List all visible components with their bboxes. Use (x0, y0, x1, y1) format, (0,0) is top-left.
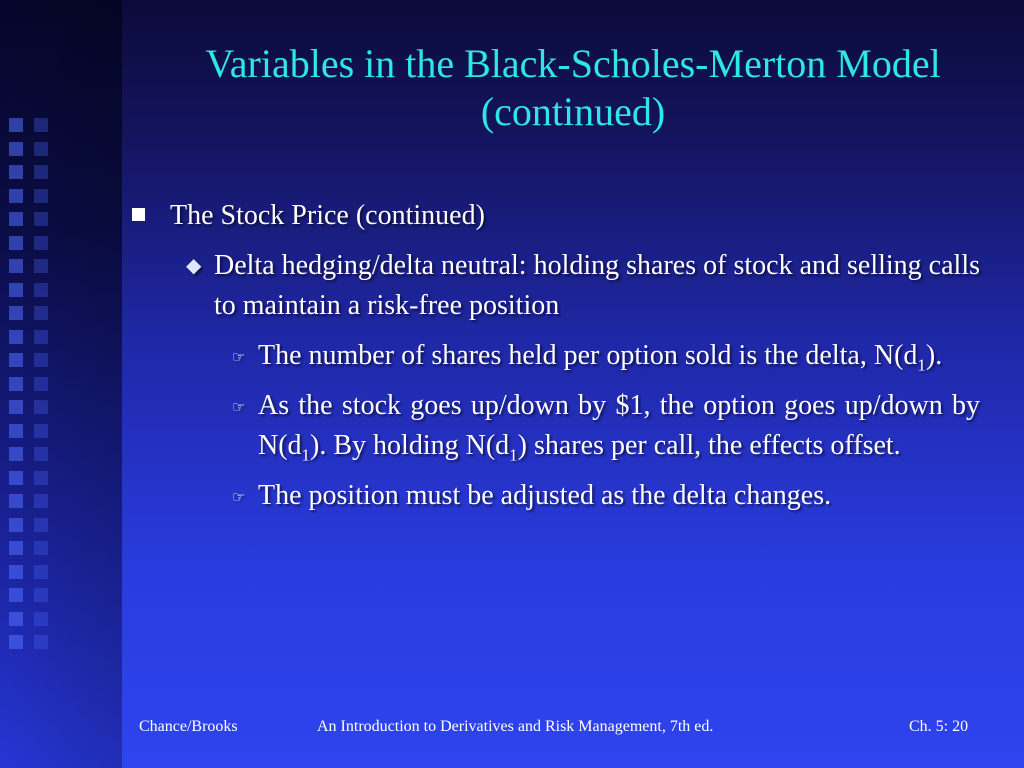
bullet-5-text: The position must be adjusted as the delta changes. (258, 480, 832, 511)
bullet-level-2-text: Delta hedging/delta neutral: holding shares of stock and selling calls to maintain a risk-free position (214, 250, 980, 321)
bullet-4-text-c: ) shares per call, the effects offset. (517, 430, 901, 461)
bullet-3-text-a: The number of shares held per option sold is the delta, N(d (258, 340, 918, 371)
footer-author: Chance/Brooks (139, 718, 238, 735)
pointing-hand-bullet-icon: ☞ (232, 350, 246, 366)
slide-title (122, 40, 1024, 136)
diamond-bullet-icon: ◆ (186, 255, 202, 277)
bullet-level-3-item-3 (232, 476, 980, 516)
slide-title-line-1: Variables in the Black-Scholes-Merton Model (205, 41, 941, 86)
bullet-4-text-b: ). By holding N(d (310, 430, 510, 461)
slide-title-line-2: (continued) (480, 89, 666, 134)
footer-page-number: Ch. 5: 20 (909, 718, 969, 735)
bullet-level-3-item-2 (232, 386, 980, 466)
bullet-4-subscript-2: 1 (509, 445, 518, 465)
bullet-4-subscript-1: 1 (301, 445, 311, 465)
pointing-hand-bullet-icon: ☞ (232, 490, 246, 506)
footer-book-title: An Introduction to Derivatives and Risk Management, 7th ed. (317, 718, 714, 735)
bullet-level-3-item-1 (232, 336, 980, 376)
square-bullet-icon (132, 208, 145, 221)
slide-content (130, 196, 980, 516)
bullet-level-1-text: The Stock Price (continued) (170, 200, 485, 231)
bullet-level-1 (130, 196, 980, 236)
bullet-level-2 (186, 246, 980, 326)
pointing-hand-bullet-icon: ☞ (232, 400, 246, 416)
decorative-squares-column-1 (9, 118, 25, 649)
bullet-4-text-a: As the stock goes up/down by $1, the option goes up/down by N(d (258, 390, 980, 461)
bullet-3-text-b: ). (925, 340, 943, 371)
bullet-3-subscript: 1 (917, 355, 926, 375)
decorative-squares-column-2 (34, 118, 50, 649)
